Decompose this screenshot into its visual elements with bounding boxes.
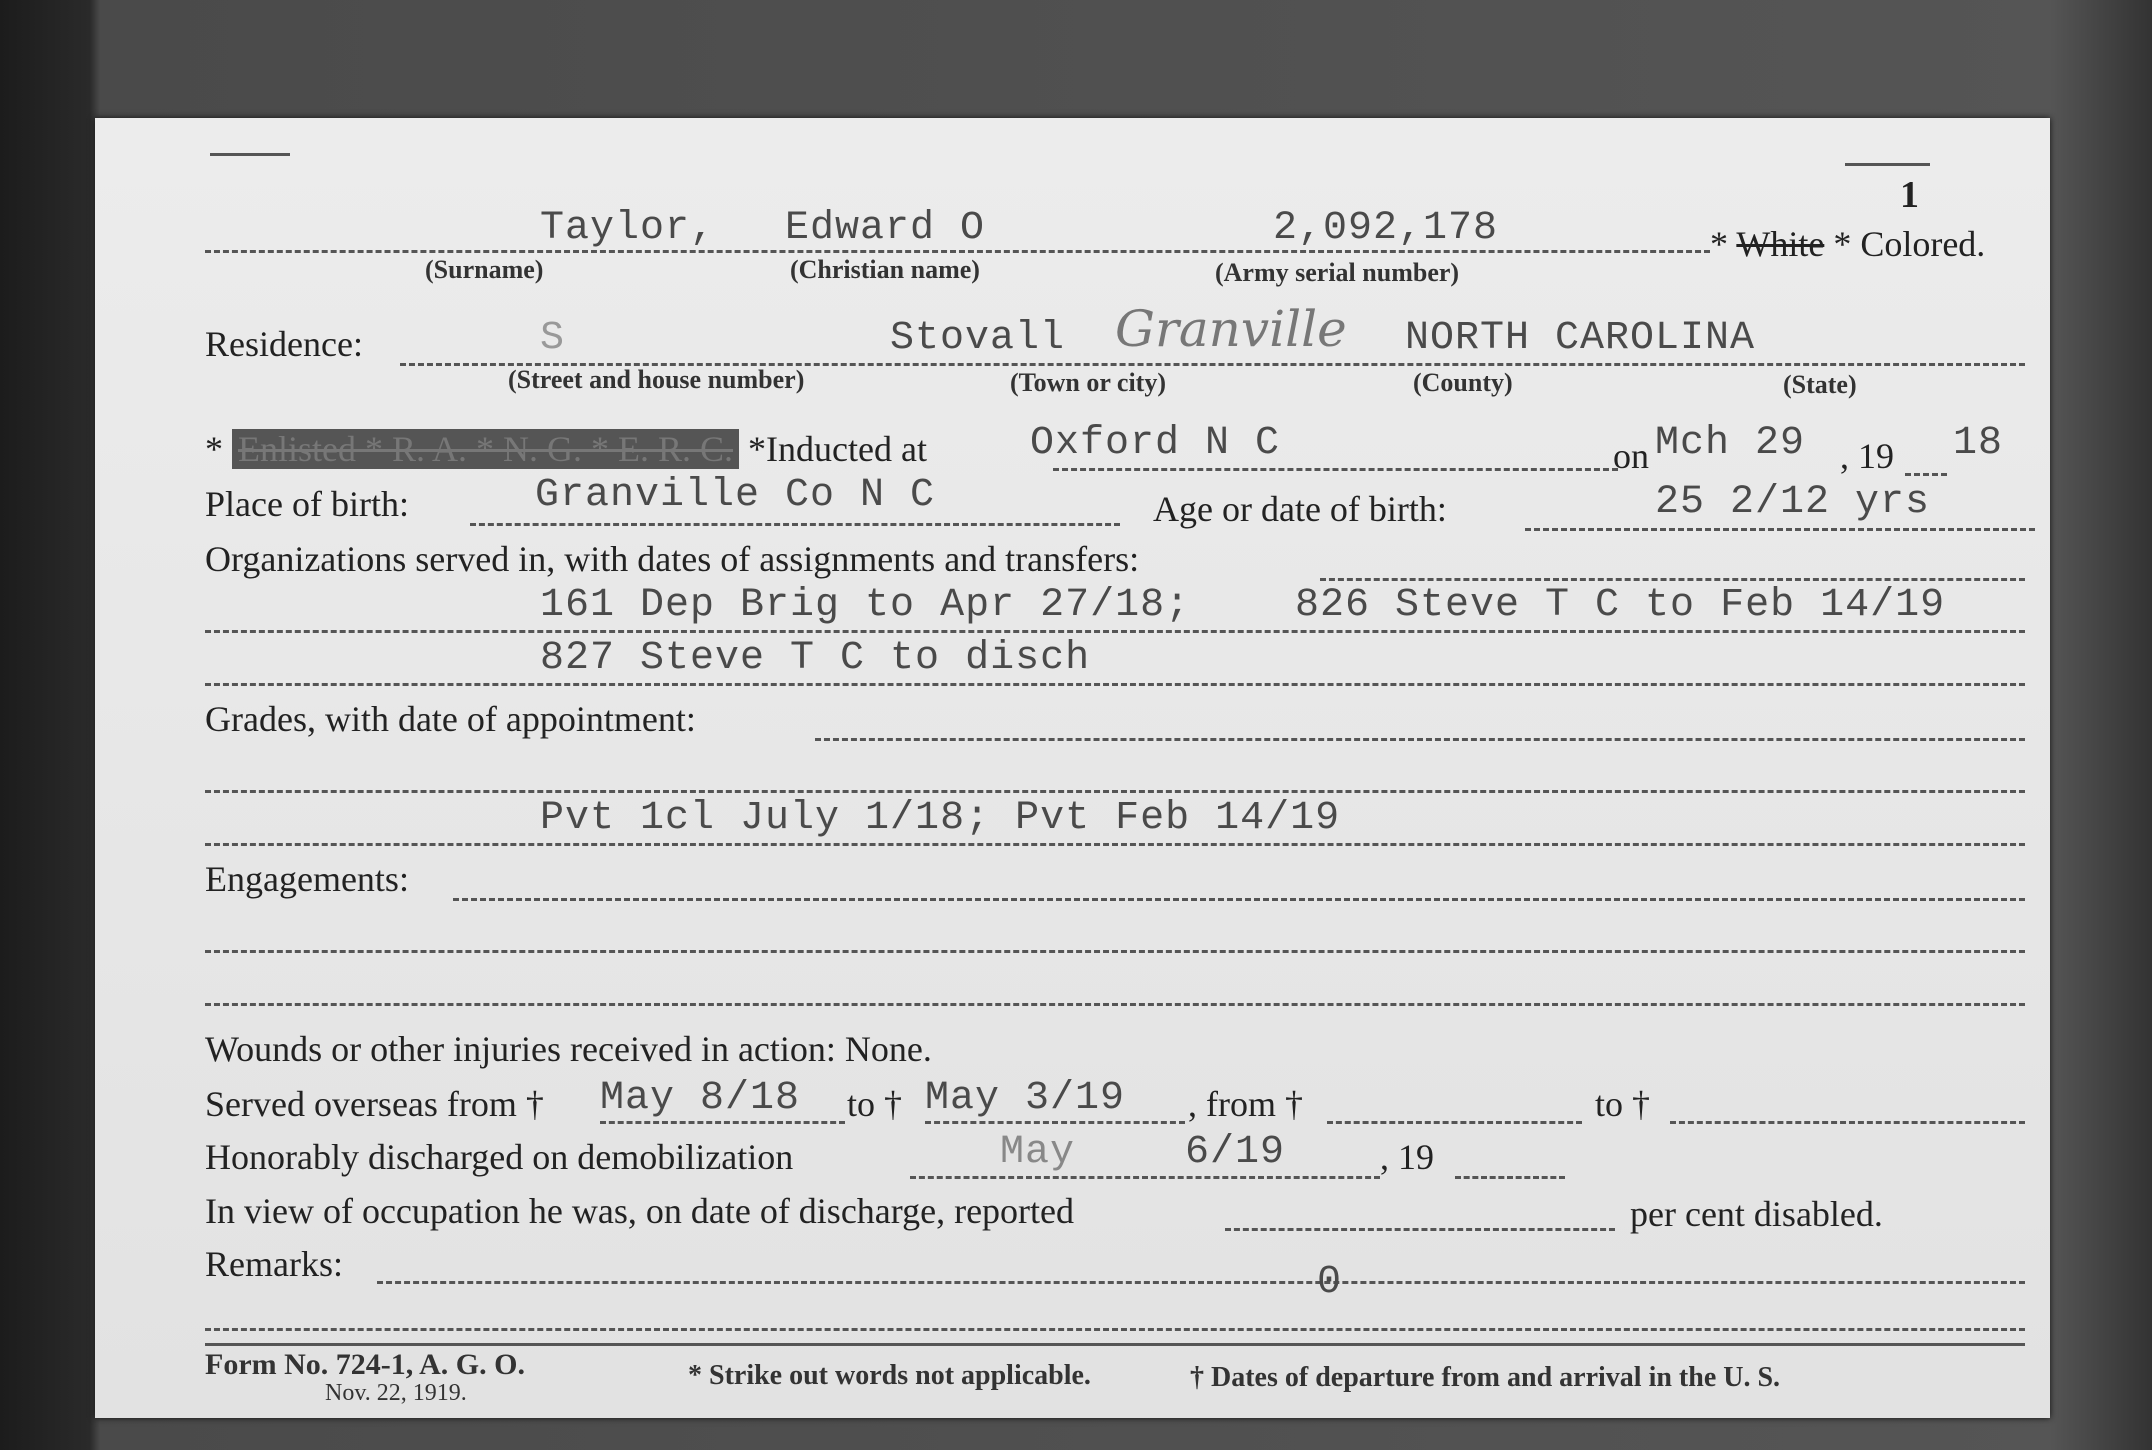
discharge-day-value: 6/19 xyxy=(1185,1130,1286,1175)
discharge-month-value: May xyxy=(1000,1130,1076,1175)
overseas-to2-line xyxy=(1670,1121,2025,1124)
remarks-value: 0 xyxy=(1317,1260,1343,1305)
organizations-line-2 xyxy=(205,630,2025,633)
overseas-to-label: to † xyxy=(847,1084,903,1124)
street-value: S xyxy=(540,316,566,361)
record-card xyxy=(95,118,2050,1418)
strike-note: * Strike out words not applicable. xyxy=(688,1360,1091,1391)
wounds-label: Wounds or other injuries received in action: None. xyxy=(205,1029,932,1069)
birthplace-label: Place of birth: xyxy=(205,484,409,524)
town-caption: (Town or city) xyxy=(1010,368,1166,397)
race-options: * White * Colored. xyxy=(1710,224,1986,264)
induction-place-value: Oxford N C xyxy=(1030,421,1281,466)
corner-rule xyxy=(1845,163,1930,166)
card-number: 1 xyxy=(1900,174,1919,216)
christian-name-value: Edward O xyxy=(785,206,986,251)
county-handwritten: Granville xyxy=(1115,300,1347,358)
grades-line-2 xyxy=(205,790,2025,793)
induction-year-value: 18 xyxy=(1953,421,2004,466)
remarks-label: Remarks: xyxy=(205,1244,343,1284)
disability-line xyxy=(1225,1228,1615,1231)
surname-value: Taylor, xyxy=(540,206,716,251)
organizations-line xyxy=(1320,578,2025,581)
grades-label: Grades, with date of appointment: xyxy=(205,699,696,739)
engagements-line xyxy=(453,898,2025,901)
age-value: 25 2/12 yrs xyxy=(1655,480,1931,525)
discharge-year-label: , 19 xyxy=(1380,1137,1434,1177)
enlistment-type: * Enlisted * R. A. * N. G. * E. R. C. *Inducted at xyxy=(205,429,927,469)
grades-line-3 xyxy=(205,843,2025,846)
organization-entry-2: 826 Steve T C to Feb 14/19 xyxy=(1295,583,1946,628)
birthplace-value: Granville Co N C xyxy=(535,473,936,518)
dates-note: † Dates of departure from and arrival in the U. S. xyxy=(1190,1362,1781,1393)
engagements-label: Engagements: xyxy=(205,859,409,899)
remarks-line-2 xyxy=(205,1328,2025,1331)
engagements-line-3 xyxy=(205,1003,2025,1006)
overseas-to-value: May 3/19 xyxy=(925,1076,1126,1121)
organization-entry-1: 161 Dep Brig to Apr 27/18; xyxy=(540,583,1191,628)
overseas-to2-label: to † xyxy=(1595,1084,1651,1124)
discharge-label: Honorably discharged on demobilization xyxy=(205,1137,794,1177)
street-caption: (Street and house number) xyxy=(508,365,805,394)
state-caption: (State) xyxy=(1783,370,1857,399)
overseas-from-value: May 8/18 xyxy=(600,1076,801,1121)
christian-name-caption: (Christian name) xyxy=(790,255,980,284)
percent-disabled-label: per cent disabled. xyxy=(1630,1194,1883,1234)
grades-value: Pvt 1cl July 1/18; Pvt Feb 14/19 xyxy=(540,796,1341,841)
discharge-line xyxy=(910,1176,1380,1179)
induction-on-label: on xyxy=(1613,436,1649,476)
overseas-from-line xyxy=(600,1121,845,1124)
disability-label: In view of occupation he was, on date of discharge, reported xyxy=(205,1191,1075,1231)
overseas-to-line xyxy=(925,1121,1185,1124)
discharge-year-line xyxy=(1455,1176,1565,1179)
induction-year-label: , 19 xyxy=(1840,436,1894,476)
county-caption: (County) xyxy=(1413,368,1513,397)
overseas-label: Served overseas from † xyxy=(205,1084,544,1124)
remarks-line xyxy=(377,1281,2025,1284)
engagements-line-2 xyxy=(205,950,2025,953)
organization-entry-3: 827 Steve T C to disch xyxy=(540,636,1091,681)
corner-rule xyxy=(210,153,290,156)
army-serial-caption: (Army serial number) xyxy=(1215,258,1460,287)
induction-date-value: Mch 29 xyxy=(1655,421,1806,466)
overseas-from2-label: , from † xyxy=(1188,1084,1303,1124)
age-line xyxy=(1525,528,2035,531)
surname-caption: (Surname) xyxy=(425,255,544,284)
age-label: Age or date of birth: xyxy=(1153,489,1447,529)
state-value: NORTH CAROLINA xyxy=(1405,316,1756,361)
form-number: Form No. 724-1, A. G. O. xyxy=(205,1348,525,1381)
form-date: Nov. 22, 1919. xyxy=(325,1380,467,1406)
town-value: Stovall xyxy=(890,316,1066,361)
residence-label: Residence: xyxy=(205,324,363,364)
birthplace-line xyxy=(470,523,1120,526)
induction-place-line xyxy=(1053,468,1618,471)
grades-line xyxy=(815,738,2025,741)
footer-rule xyxy=(205,1343,2025,1346)
induction-year-line xyxy=(1905,473,1947,476)
organizations-label: Organizations served in, with dates of assignments and transfers: xyxy=(205,539,1140,579)
overseas-from2-line xyxy=(1327,1121,1582,1124)
organizations-line-3 xyxy=(205,683,2025,686)
army-serial-value: 2,092,178 xyxy=(1273,206,1499,251)
